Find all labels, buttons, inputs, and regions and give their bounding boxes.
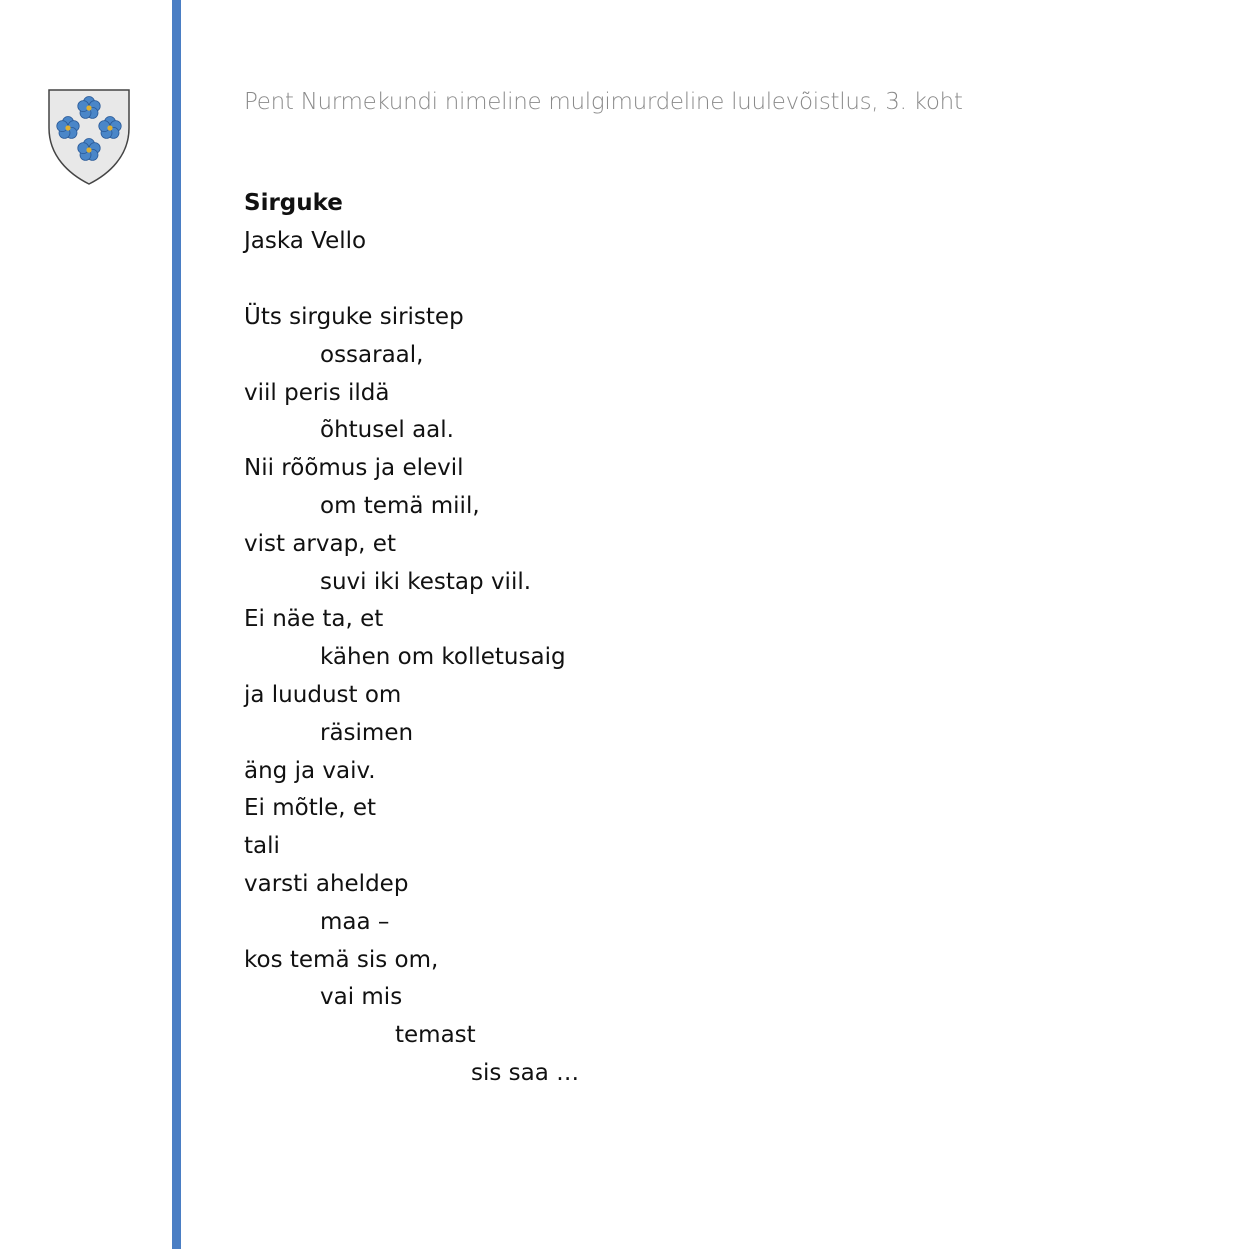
poem-line: varsti aheldep <box>244 870 409 897</box>
page-subtitle: Pent Nurmekundi nimeline mulgimurdeline luulevõistlus, 3. koht <box>244 89 963 115</box>
poem-line: om temä miil, <box>320 492 480 519</box>
poem-line: vist arvap, et <box>244 530 396 557</box>
poem-line: ossaraal, <box>320 341 424 368</box>
poem-line: kos temä sis om, <box>244 946 439 973</box>
poem-line: vai mis <box>320 984 403 1011</box>
poem-line: Ei näe ta, et <box>244 606 384 633</box>
poem-author: Jaska Vello <box>244 228 367 254</box>
poem-line: tali <box>244 833 280 860</box>
poem-line: Üts sirguke siristep <box>244 304 464 330</box>
poem-line: ja luudust om <box>244 681 402 708</box>
coat-of-arms-icon <box>47 88 131 186</box>
poem-line: temast <box>395 1022 476 1049</box>
poem-line: kähen om kolletusaig <box>320 644 566 671</box>
poem-line: sis saa … <box>471 1059 580 1086</box>
poem-line: Ei mõtle, et <box>244 795 377 822</box>
poem-line: viil peris ildä <box>244 379 390 406</box>
poem-line: Nii rõõmus ja elevil <box>244 455 464 482</box>
poem-line: õhtusel aal. <box>320 417 454 444</box>
poem-body <box>244 301 579 1095</box>
vertical-divider <box>172 0 181 1249</box>
poem-title: Sirguke <box>244 190 343 216</box>
poem-line: räsimen <box>320 719 414 746</box>
poem-line: maa – <box>320 908 390 935</box>
poem-line: äng ja vaiv. <box>244 757 376 784</box>
poem-line: suvi iki kestap viil. <box>320 568 532 595</box>
